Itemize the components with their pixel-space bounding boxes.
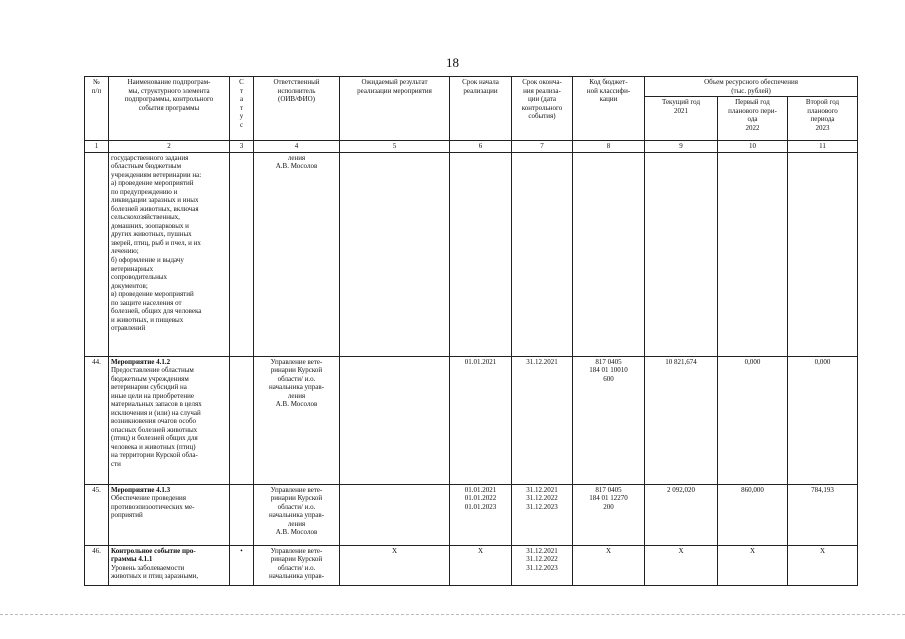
table-row bbox=[85, 484, 858, 545]
row-code bbox=[573, 152, 645, 356]
row-end bbox=[512, 152, 573, 356]
row-num bbox=[85, 152, 109, 356]
row-status bbox=[230, 484, 254, 545]
row-name: государственного задания областным бюджетным учреждениям ветеринарии на: а) проведение мероприятий по предупреждению и ликвидации заразных и иных болезней животных, включая сельскохозяйственных, домашних, зоопарковых и других животных, пушных зверей, птиц, рыб и пчел, и их лечению; б) оформление и выдачу ветеринарных сопроводительных документов; в) проведение мероприятий по защите населения от болезней, общих для человека и животных, и пищевых отравлений bbox=[111, 153, 202, 333]
row-num: 44. bbox=[85, 356, 109, 484]
row-code: 817 0405 184 01 12270 200 bbox=[573, 484, 645, 545]
header-end: Срок оконча- ния реализа- ции (дата контрольного события) bbox=[512, 77, 573, 141]
row-status: • bbox=[230, 545, 254, 585]
row-start: 01.01.2021 01.01.2022 01.01.2023 bbox=[450, 484, 512, 545]
row-2021: 2 092,020 bbox=[645, 484, 718, 545]
row-executor: Управление вете- ринарии Курской области/ и.о. начальника управ- bbox=[254, 545, 340, 585]
col-number: 11 bbox=[788, 141, 858, 153]
row-status bbox=[230, 152, 254, 356]
col-number: 7 bbox=[512, 141, 573, 153]
row-2023: 0,000 bbox=[788, 356, 858, 484]
row-title: Мероприятие 4.1.2 bbox=[111, 357, 171, 366]
row-2022 bbox=[718, 152, 788, 356]
row-start bbox=[450, 152, 512, 356]
col-number: 3 bbox=[230, 141, 254, 153]
row-result bbox=[340, 152, 450, 356]
header-name: Наименование подпрограм- мы, структурного элемента подпрограммы, контрольного события программы bbox=[109, 77, 230, 141]
col-number: 1 bbox=[85, 141, 109, 153]
row-2023: 784,193 bbox=[788, 484, 858, 545]
page-bottom-divider bbox=[0, 614, 905, 615]
header-resources: Объем ресурсного обеспечения (тыс. рублей) bbox=[645, 77, 858, 97]
row-name: Уровень заболеваемости животных и птиц заразными, bbox=[111, 563, 199, 581]
table-row bbox=[85, 356, 858, 484]
program-table bbox=[84, 76, 858, 586]
row-end: 31.12.2021 31.12.2022 31.12.2023 bbox=[512, 545, 573, 585]
table-row bbox=[85, 152, 858, 356]
row-2021: X bbox=[645, 545, 718, 585]
col-number: 8 bbox=[573, 141, 645, 153]
row-status bbox=[230, 356, 254, 484]
header-num: № п/п bbox=[85, 77, 109, 141]
row-end: 31.12.2021 bbox=[512, 356, 573, 484]
row-2022: 0,000 bbox=[718, 356, 788, 484]
row-2021 bbox=[645, 152, 718, 356]
row-2022: 860,000 bbox=[718, 484, 788, 545]
header-status: С т а т у с bbox=[230, 77, 254, 141]
row-num: 45. bbox=[85, 484, 109, 545]
row-executor: ления А.В. Мосолов bbox=[254, 152, 340, 356]
header-executor: Ответственный исполнитель (ОИВ/ФИО) bbox=[254, 77, 340, 141]
col-number: 4 bbox=[254, 141, 340, 153]
row-num: 46. bbox=[85, 545, 109, 585]
col-number: 5 bbox=[340, 141, 450, 153]
header-code: Код бюджет- ной классифи- кации bbox=[573, 77, 645, 141]
row-name-cell bbox=[109, 545, 230, 585]
row-start: X bbox=[450, 545, 512, 585]
row-start: 01.01.2021 bbox=[450, 356, 512, 484]
col-number: 10 bbox=[718, 141, 788, 153]
row-name: Предоставление областным бюджетным учреждениям ветеринарии субсидий на иные цели на приобретение материальных запасов в целях исключения и (или) на случай возникновения очагов особо опасных болезней животных (птиц) и болезней общих для человека и животных (птиц) на территории Курской обла- сти bbox=[111, 366, 202, 468]
row-2023 bbox=[788, 152, 858, 356]
header-2021: Текущий год 2021 bbox=[645, 97, 718, 141]
row-2022: X bbox=[718, 545, 788, 585]
table-row bbox=[85, 545, 858, 585]
row-2021: 10 821,674 bbox=[645, 356, 718, 484]
row-code: X bbox=[573, 545, 645, 585]
row-title: Мероприятие 4.1.3 bbox=[111, 485, 171, 494]
header-2023: Второй год планового периода 2023 bbox=[788, 97, 858, 141]
page-number: 18 bbox=[446, 55, 459, 70]
header-row-1 bbox=[85, 77, 858, 97]
header-result: Ожидаемый результат реализации мероприятия bbox=[340, 77, 450, 141]
row-2023: X bbox=[788, 545, 858, 585]
row-executor: Управление вете- ринарии Курской области/ и.о. начальника управ- ления А.В. Мосолов bbox=[254, 484, 340, 545]
row-name-cell bbox=[109, 152, 230, 356]
row-executor: Управление вете- ринарии Курской области/ и.о. начальника управ- ления А.В. Мосолов bbox=[254, 356, 340, 484]
row-title: Контрольное событие про- граммы 4.1.1 bbox=[111, 546, 196, 564]
header-2022: Первый год планового пери- ода 2022 bbox=[718, 97, 788, 141]
row-result bbox=[340, 484, 450, 545]
col-number: 6 bbox=[450, 141, 512, 153]
col-number: 9 bbox=[645, 141, 718, 153]
row-name-cell bbox=[109, 356, 230, 484]
row-result bbox=[340, 356, 450, 484]
column-number-row bbox=[85, 141, 858, 153]
row-end: 31.12.2021 31.12.2022 31.12.2023 bbox=[512, 484, 573, 545]
header-start: Срок начала реализации bbox=[450, 77, 512, 141]
col-number: 2 bbox=[109, 141, 230, 153]
row-result: X bbox=[340, 545, 450, 585]
row-name-cell bbox=[109, 484, 230, 545]
row-code: 817 0405 184 01 10010 600 bbox=[573, 356, 645, 484]
row-name: Обеспечение проведения противоэпизоотических ме- роприятий bbox=[111, 494, 195, 520]
